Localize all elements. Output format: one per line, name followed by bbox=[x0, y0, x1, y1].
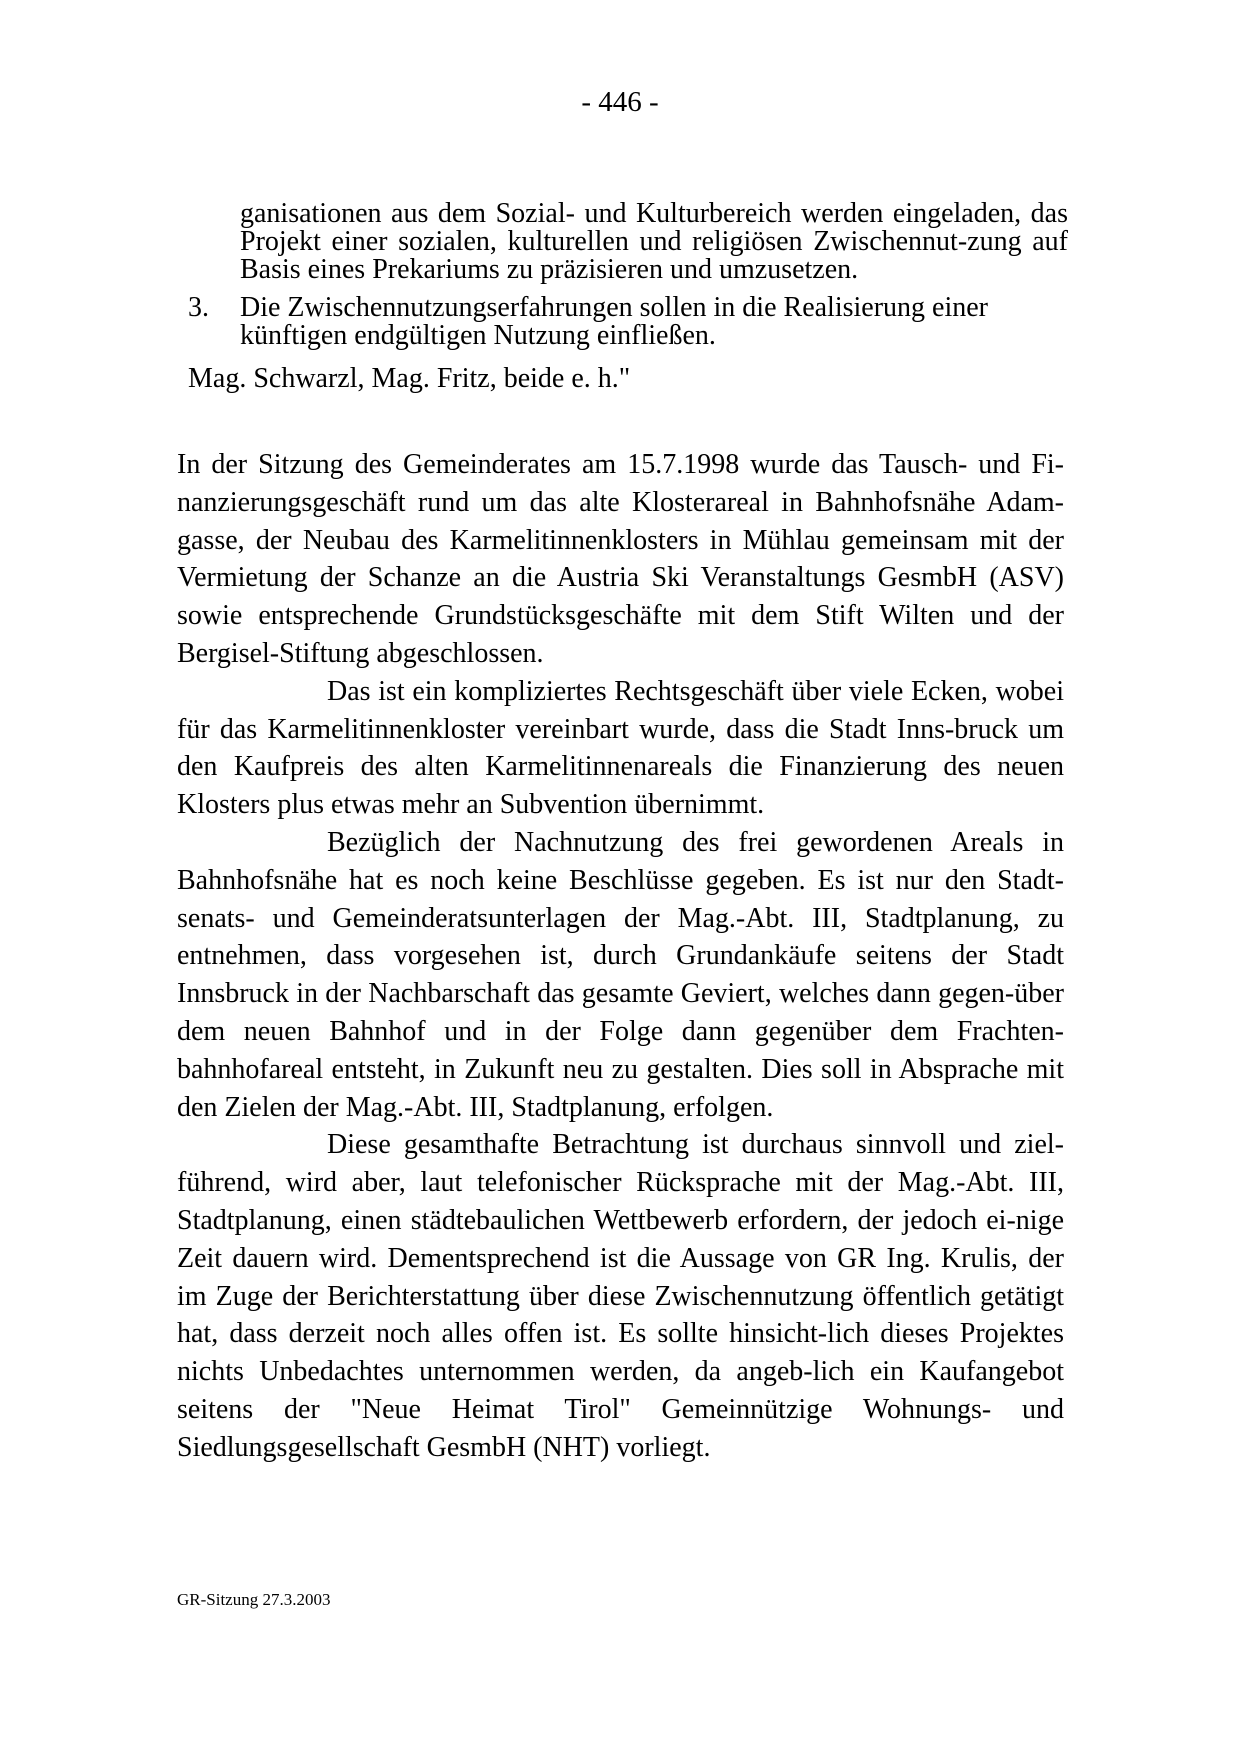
paragraph-2: Das ist ein kompliziertes Rechtsgeschäft über viele Ecken, wobei für das Karmelitinnenkloster vereinbart wurde, dass die Stadt Inns-bruck um den Kaufpreis des alten Karmelitinnenareals die Finanzierung des neuen Klosters plus etwas mehr an Subvention übernimmt. bbox=[177, 675, 1064, 821]
paragraph-1: In der Sitzung des Gemeinderates am 15.7.1998 wurde das Tausch- und Fi-nanzierungsgeschäft rund um das alte Klosterareal in Bahnhofsnähe Adam-gasse, der Neubau des Karmelitinnenklosters in Mühlau gemeinsam mit der Vermietung der Schanze an die Austria Ski Veranstaltungs GesmbH (ASV) sowie entsprechende Grundstücksgeschäfte mit dem Stift Wilten und der Bergisel-Stiftung abgeschlossen. bbox=[177, 449, 1064, 669]
quote-item-text: Die Zwischennutzungserfahrungen sollen in die Realisierung einer künftigen endgültigen Nutzung einfließen. bbox=[240, 292, 988, 351]
paragraph-4: Diese gesamthafte Betrachtung ist durchaus sinnvoll und ziel-führend, wird aber, laut telefonischer Rücksprache mit der Mag.-Abt. III, Stadtplanung, einen städtebaulichen Wettbewerb erfordern, der jedoch ei-nige Zeit dauern wird. Dementsprechend ist die Aussage von GR Ing. Krulis, der im Zuge der Berichterstattung über diese Zwischennutzung öffentlich getätigt hat, dass derzeit noch alles offen ist. Es sollte hinsicht-lich dieses Projektes nichts Unbedachtes unternommen werden, da angeb-lich ein Kaufangebot seitens der "Neue Heimat Tirol" Gemeinnützige Wohnungs- und Siedlungsgesellschaft GesmbH (NHT) vorliegt. bbox=[177, 1129, 1064, 1463]
page-footer: GR-Sitzung 27.3.2003 bbox=[177, 1590, 331, 1609]
quote-item-number: 3. bbox=[188, 292, 209, 323]
page-number: - 446 - bbox=[581, 86, 659, 118]
quoted-motion bbox=[188, 200, 1068, 396]
quote-continuation: ganisationen aus dem Sozial- und Kulturbereich werden eingeladen, das Projekt einer sozialen, kulturellen und religiösen Zwischennut-zung auf Basis eines Prekariums zu präzisieren und umzusetzen. bbox=[240, 198, 1068, 285]
quote-list-item bbox=[188, 294, 1068, 350]
body-text bbox=[177, 446, 1064, 1467]
paragraph-3: Bezüglich der Nachnutzung des frei gewordenen Areals in Bahnhofsnähe hat es noch keine Beschlüsse gegeben. Es ist nur den Stadt-senats- und Gemeinderatsunterlagen der Mag.-Abt. III, Stadtplanung, zu entnehmen, dass vorgesehen ist, durch Grundankäufe seitens der Stadt Innsbruck in der Nachbarschaft das gesamte Geviert, welches dann gegen-über dem neuen Bahnhof und in der Folge dann gegenüber dem Frachten-bahnhofareal entsteht, in Zukunft neu zu gestalten. Dies soll in Absprache mit den Zielen der Mag.-Abt. III, Stadtplanung, erfolgen. bbox=[177, 826, 1064, 1123]
quote-signature: Mag. Schwarzl, Mag. Fritz, beide e. h." bbox=[188, 363, 631, 394]
